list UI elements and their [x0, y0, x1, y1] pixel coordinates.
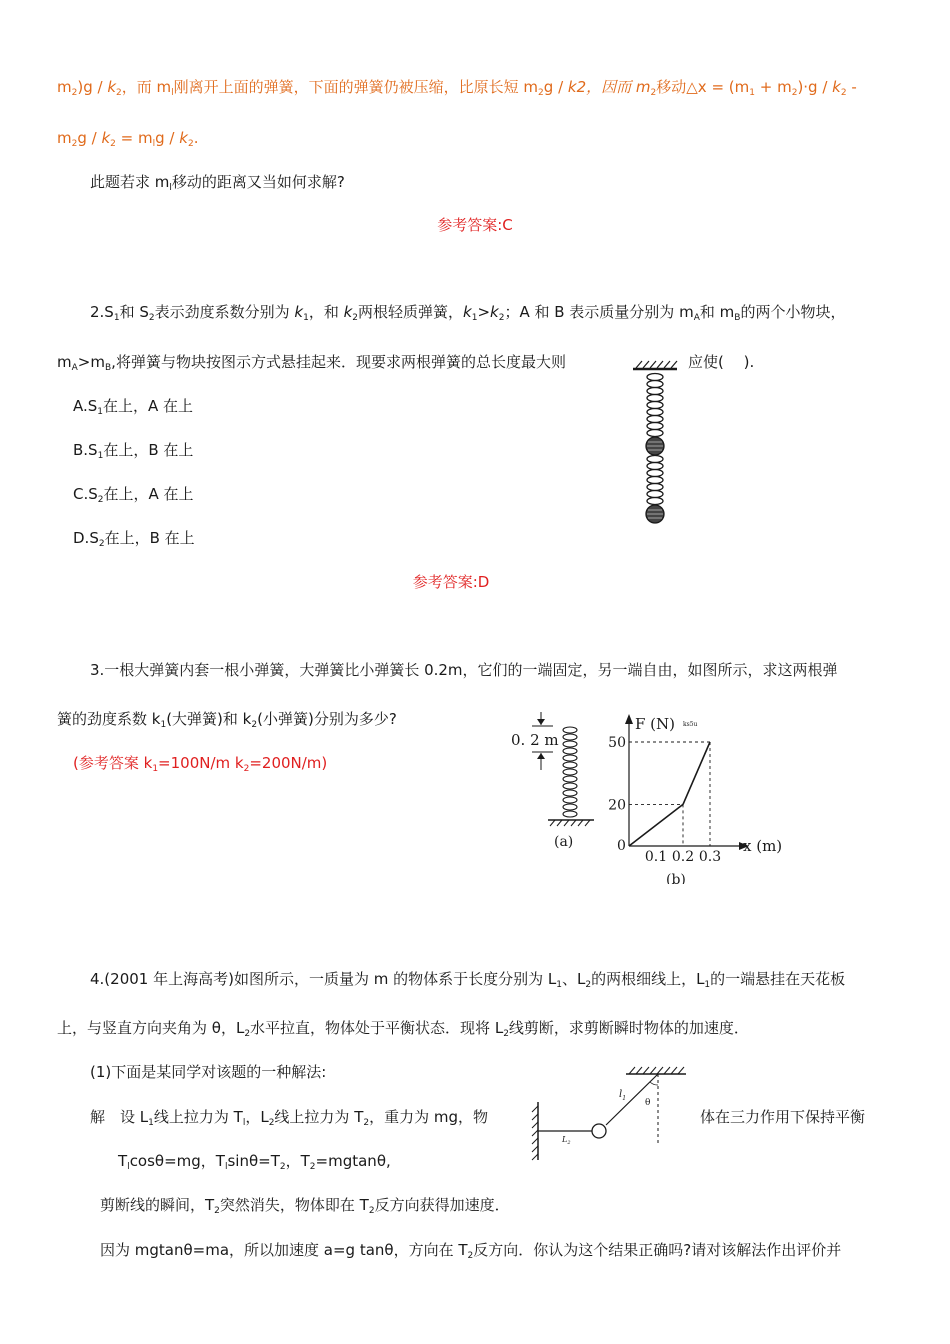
- q4-figure: [528, 1064, 693, 1168]
- fig4-l2-label: $L_2$: [562, 1135, 571, 1146]
- fig-a-label: 0. 2 m: [511, 731, 559, 749]
- q4-last-line: 因为 mgtanθ=ma，所以加速度 a=g tanθ，方向在 $T_2$反方向．你认为这个结果正确吗?请对该解法作出评价并: [100, 1241, 842, 1261]
- chart-watermark: ks5u: [683, 721, 698, 728]
- q3-stem-line-2: 簧的劲度系数 $k_1$(大弹簧)和 $k_2$(小弹簧)分别为多少?: [57, 710, 397, 730]
- chart-line-segment: [629, 804, 683, 846]
- q2-option-b: $B.S_1$在上，B 在上: [73, 441, 194, 461]
- q2-spring-figure: [630, 360, 680, 534]
- chart-x-tick-label: 0.3: [698, 849, 722, 865]
- q2-answer: 参考答案:D: [412, 573, 490, 591]
- q4-stem-line-1: 4.(2001 年上海高考)如图所示，一质量为 m 的物体系于长度分别为 $L_1$、$L_2$的两根细线上，$L_1$的一端悬挂在天花板: [90, 970, 846, 990]
- fig4-l1-label: $l_1$: [619, 1089, 627, 1102]
- q3-figure-b-chart: [605, 708, 795, 888]
- q2-stem-line-2: $m_A>m_B$,将弹簧与物块按图示方式悬挂起来．现要求两根弹簧的总长度最大则: [57, 353, 566, 373]
- q3-figure-a: [508, 708, 603, 862]
- fig4-theta-label: θ: [645, 1098, 651, 1108]
- chart-origin: 0: [617, 838, 626, 854]
- q4-solution-line-1-tail: 体在三力作用下保持平衡: [700, 1108, 866, 1126]
- chart-y-tick-label: 50: [608, 735, 626, 751]
- chart-x-tick-label: 0.2: [671, 849, 695, 865]
- q2-stem-line-2-tail: 应使( ).: [688, 353, 755, 371]
- q4-solution-line-1: 解 设 $L_1$线上拉力为 $T_l$，$L_2$线上拉力为 $T_2$，重力为 mg，物: [90, 1108, 488, 1128]
- q1-followup: 此题若求 $m_l$移动的距离又当如何求解?: [90, 173, 345, 193]
- chart-xlabel: x (m): [743, 837, 783, 855]
- q1-answer: 参考答案:C: [437, 216, 513, 234]
- q1-carry-line-2: $m_2g / k_2 = m_lg / k_2$.: [57, 129, 199, 149]
- chart-caption: (b): [666, 872, 686, 884]
- chart-ylabel: F (N): [635, 715, 676, 733]
- chart-x-tick-label: 0.1: [644, 849, 668, 865]
- chart-y-tick-label: 20: [608, 797, 626, 814]
- q3-answer: (参考答案 $k_1=100N/m$ $k_2=200N/m$): [73, 754, 328, 774]
- q1-carry-line-1: $m_2)g / k_2$，而 $m_l$刚离开上面的弹簧，下面的弹簧仍被压缩，比原长短 $m_2g / k2$，因而 $m_2$移动△x = $(m_1 + m_2)\cdot g / k_2$ -: [57, 78, 857, 98]
- chart-line-segment: [683, 742, 710, 804]
- q2-option-a: $A.S_1$在上，A 在上: [73, 397, 194, 417]
- q2-option-d: $D.S_2$在上，B 在上: [73, 529, 195, 549]
- q4-equations: $T_l\cos\theta=mg$，$T_l\sin\theta=T_2$，$T_2=mgtan\theta$,: [118, 1152, 391, 1172]
- fig-a-caption: (a): [554, 834, 574, 850]
- q3-stem-line-1: 3.一根大弹簧内套一根小弹簧，大弹簧比小弹簧长 0.2m，它们的一端固定，另一端自由，如图所示，求这两根弹: [90, 661, 838, 679]
- q4-stem-line-2: 上，与竖直方向夹角为 θ，$L_2$水平拉直，物体处于平衡状态．现将 $L_2$线剪断，求剪断瞬时物体的加速度．: [57, 1019, 749, 1039]
- chart-y-arrow: [625, 714, 633, 724]
- q4-cut-line: 剪断线的瞬间，$T_2$突然消失，物体即在 $T_2$反方向获得加速度．: [100, 1196, 510, 1216]
- q2-option-c: $C.S_2$在上，A 在上: [73, 485, 194, 505]
- q2-stem-line-1: $2.S_1$和 $S_2$表示劲度系数分别为 $k_1$，和 $k_2$两根轻质弹簧，$k_1>k_2$；A 和 B 表示质量分别为 $m_A$和 $m_B$的两个小物块，: [90, 303, 846, 323]
- q4-part-1: (1)下面是某同学对该题的一种解法:: [90, 1063, 327, 1081]
